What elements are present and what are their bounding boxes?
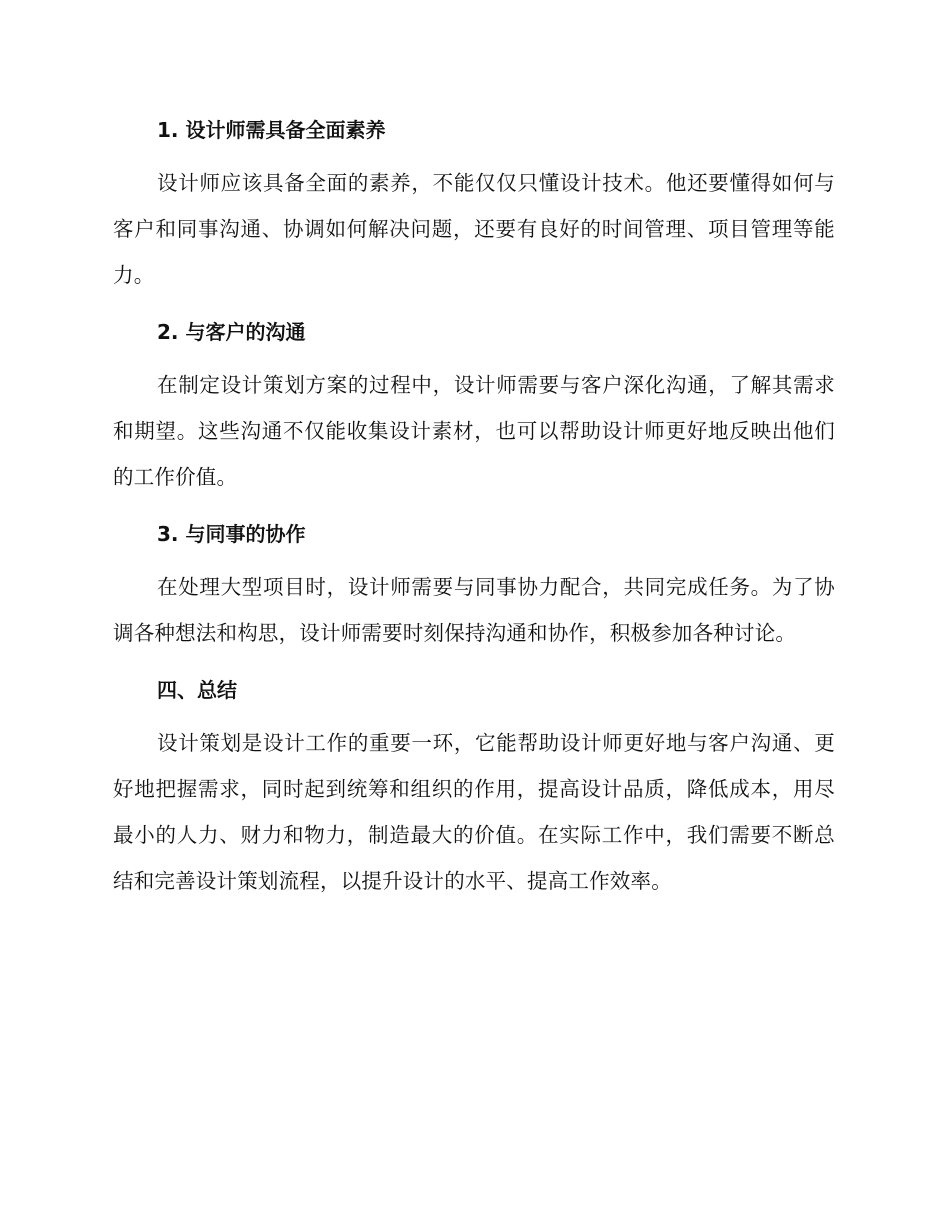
section-paragraph-summary: 设计策划是设计工作的重要一环，它能帮助设计师更好地与客户沟通、更好地把握需求，同时起到统筹和组织的作用，提高设计品质，降低成本，用尽最小的人力、财力和物力，制造最大的价值。在实际工作中，我们需要不断总结和完善设计策划流程，以提升设计的水平、提高工作效率。 bbox=[113, 731, 835, 893]
section-heading-client-communication: 2. 与客户的沟通 bbox=[157, 320, 306, 344]
section-paragraph-designer-qualities: 设计师应该具备全面的素养，不能仅仅只懂设计技术。他还要懂得如何与客户和同事沟通、协调如何解决问题，还要有良好的时间管理、项目管理等能力。 bbox=[113, 171, 835, 287]
section-heading-summary: 四、总结 bbox=[157, 678, 237, 702]
section-heading-colleague-collaboration: 3. 与同事的协作 bbox=[157, 522, 306, 546]
section-paragraph-colleague-collaboration: 在处理大型项目时，设计师需要与同事协力配合，共同完成任务。为了协调各种想法和构思，设计师需要时刻保持沟通和协作，积极参加各种讨论。 bbox=[113, 575, 835, 645]
section-heading-designer-qualities: 1. 设计师需具备全面素养 bbox=[157, 118, 386, 142]
section-paragraph-client-communication: 在制定设计策划方案的过程中，设计师需要与客户深化沟通，了解其需求和期望。这些沟通不仅能收集设计素材，也可以帮助设计师更好地反映出他们的工作价值。 bbox=[113, 373, 835, 489]
document-body bbox=[113, 112, 835, 904]
